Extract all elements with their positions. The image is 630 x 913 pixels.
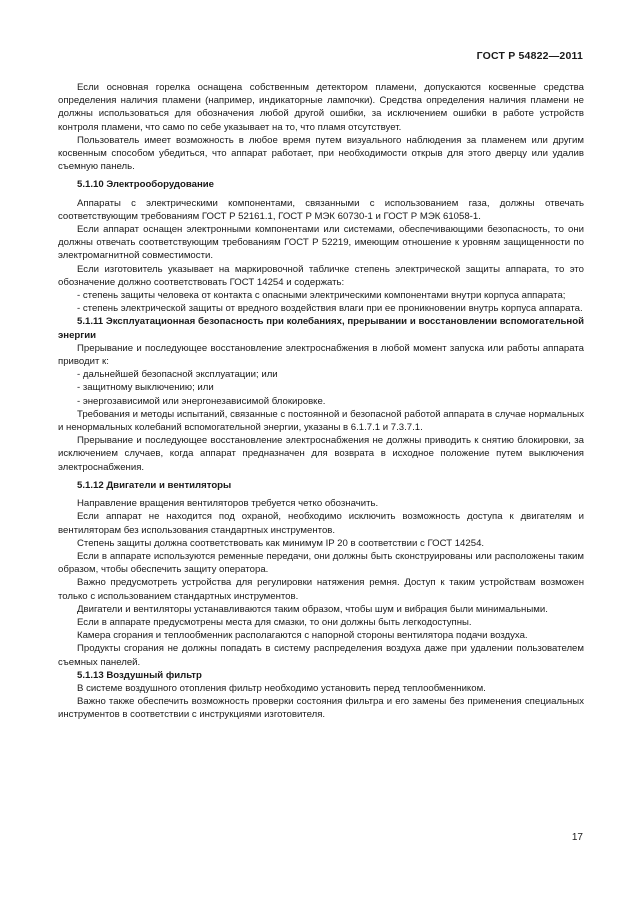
section-heading: 5.1.13 Воздушный фильтр <box>77 669 202 681</box>
paragraph: Важно предусмотреть устройства для регулировки натяжения ремня. Доступ к таким устройствам возможен только с использованием стандартных инструментов. <box>58 577 584 602</box>
document-header: ГОСТ Р 54822—2011 <box>476 50 583 62</box>
list-item: - степень защиты человека от контакта с опасными электрическими компонентами внутри корпуса аппарата; <box>77 290 566 302</box>
section-heading: 5.1.11 Эксплуатационная безопасность при колебаниях, прерывании и восстановлении вспомогательной энергии <box>58 316 584 341</box>
paragraph: Если аппарат не находится под охраной, необходимо исключить возможность доступа к двигателям и вентиляторам без использования стандартных инструментов. <box>58 511 584 536</box>
paragraph: Двигатели и вентиляторы устанавливаются таким образом, чтобы шум и вибрация были минимальными. <box>77 603 548 615</box>
paragraph: Степень защиты должна соответствовать как минимум IP 20 в соответствии с ГОСТ 14254. <box>77 537 485 549</box>
paragraph: Продукты сгорания не должны попадать в систему распределения воздуха даже при удалении пользователем съемных панелей. <box>58 643 584 668</box>
section-heading: 5.1.12 Двигатели и вентиляторы <box>77 479 232 491</box>
paragraph: Прерывание и последующее восстановление электроснабжения в любой момент запуска или работы аппарата приводит к: <box>58 342 584 368</box>
list-item: - энергозависимой или энергонезависимой блокировке. <box>77 395 326 407</box>
list-item: - защитному выключению; или <box>77 382 214 394</box>
section-heading: 5.1.10 Электрооборудование <box>77 179 215 191</box>
paragraph: Если в аппарате предусмотрены места для смазки, то они должны быть легкодоступны. <box>77 616 472 628</box>
paragraph: Камера сгорания и теплообменник располагаются с напорной стороны вентилятора подачи воздуха. <box>77 630 528 642</box>
paragraph: Если основная горелка оснащена собственным детектором пламени, допускаются косвенные средства определения наличия пламени (например, индикаторные лампочки). Средства определения наличия пламени не должны использоваться для обозначения любой другой ошибки, за исключением ошибки в работе устройств контроля пламени, что само по себе указывает на то, что пламя отсутствует. <box>58 82 584 133</box>
paragraph: Если аппарат оснащен электронными компонентами или системами, обеспечивающими безопасность, то они должны отвечать соответствующим требованиям ГОСТ Р 52219, имеющим отношение к уровням защищенности по электромагнитной совместимости. <box>58 224 584 262</box>
list-item: - степень электрической защиты от вредного воздействия влаги при ее проникновении внутрь корпуса аппарата. <box>77 303 583 315</box>
paragraph: Если в аппарате используются ременные передачи, они должны быть сконструированы или расположены таким образом, чтобы обеспечить защиту оператора. <box>58 550 584 576</box>
paragraph: Прерывание и последующее восстановление электроснабжения не должны приводить к снятию блокировки, за исключением случаев, когда аппарат предназначен для возврата в исходное положение путем выключения электроснабжения. <box>58 435 584 473</box>
paragraph: Пользователь имеет возможность в любое время путем визуального наблюдения за пламенем или другим косвенным способом убедиться, что аппарат работает, при необходимости открыв для этого дверцу или удалив съемную панель. <box>58 134 584 173</box>
paragraph: Важно также обеспечить возможность проверки состояния фильтра и его замены без применения специальных инструментов в соответствии с инструкциями изготовителя. <box>58 696 584 721</box>
paragraph: Направление вращения вентиляторов требуется четко обозначить. <box>77 498 379 510</box>
paragraph: Требования и методы испытаний, связанные с постоянной и безопасной работой аппарата в случае нормальных и ненормальных колебаний вспомогательной энергии, указаны в 6.1.7.1 и 7.3.7.1. <box>58 408 584 434</box>
paragraph: Аппараты с электрическими компонентами, связанными с использованием газа, должны отвечать соответствующим требованиям ГОСТ Р 52161.1, ГОСТ Р МЭК 60730-1 и ГОСТ Р МЭК 61058-1. <box>58 197 584 222</box>
list-item: - дальнейшей безопасной эксплуатации; или <box>77 369 278 381</box>
paragraph: В системе воздушного отопления фильтр необходимо установить перед теплообменником. <box>77 682 486 694</box>
page-number: 17 <box>571 832 583 843</box>
document-body <box>58 81 584 722</box>
paragraph: Если изготовитель указывает на маркировочной табличке степень электрической защиты аппарата, то это обозначение должно соответствовать ГОСТ 14254 и содержать: <box>58 263 584 288</box>
